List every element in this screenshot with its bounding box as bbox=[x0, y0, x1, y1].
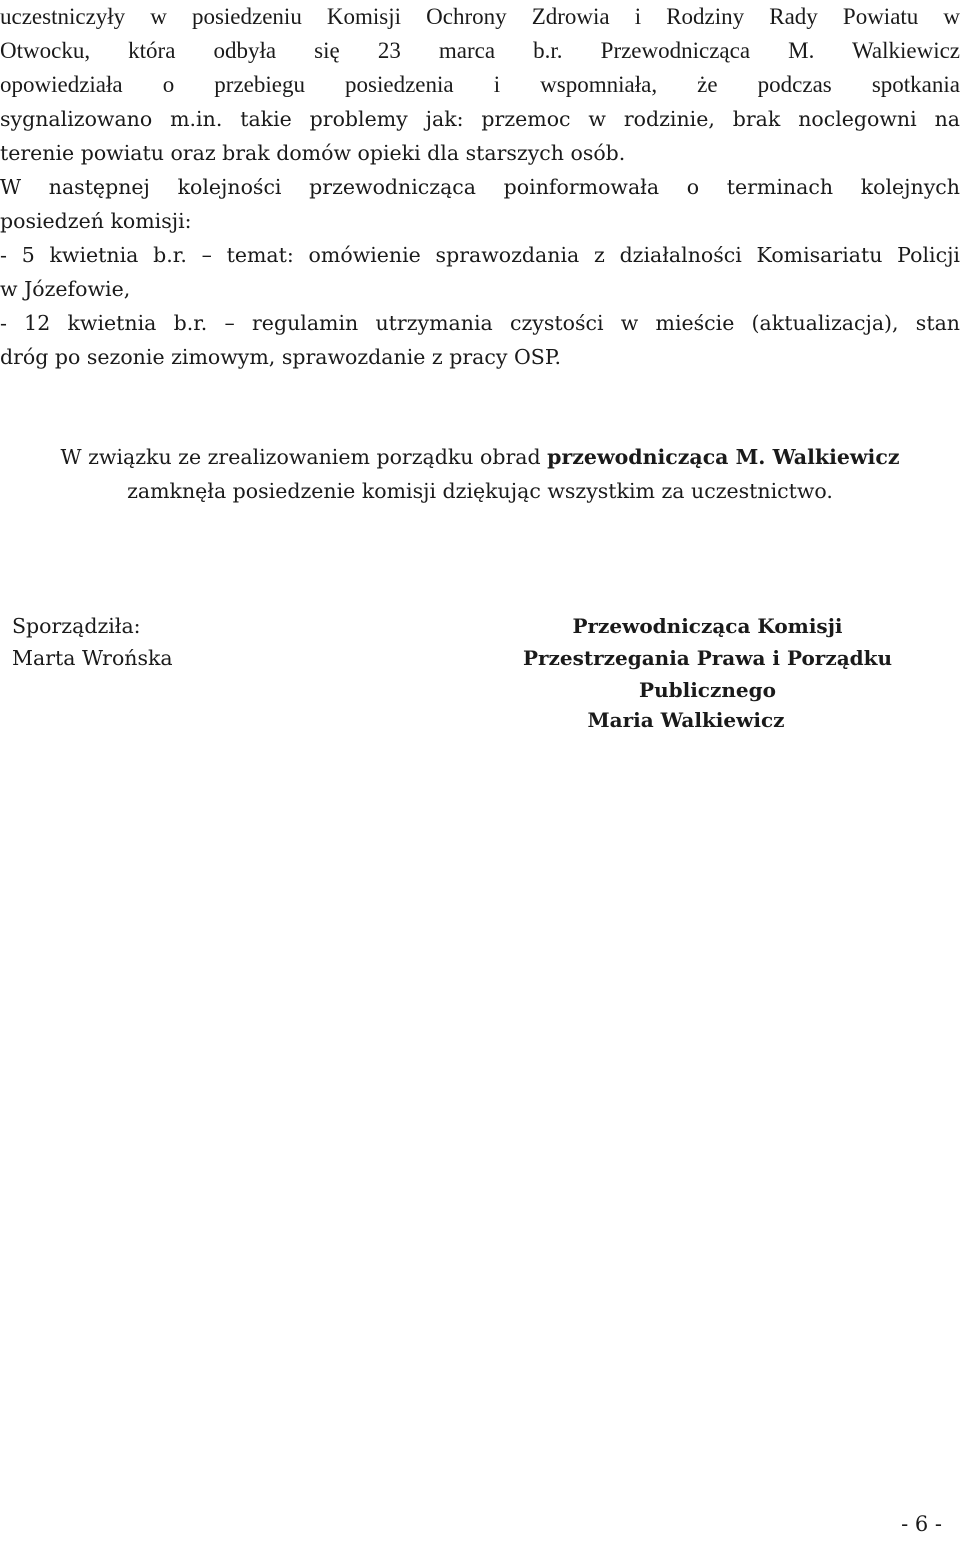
text-line: W następnej kolejności przewodnicząca poinformowała o terminach kolejnych bbox=[0, 175, 960, 199]
text-line: uczestniczyły w posiedzeniu Komisji Ochrony Zdrowia i Rodziny Rady Powiatu w bbox=[0, 4, 960, 29]
prepared-by-name: Marta Wrońska bbox=[12, 646, 173, 670]
text-line: Otwocku, która odbyła się 23 marca b.r. Przewodnicząca M. Walkiewicz bbox=[0, 38, 960, 63]
page-number: - 6 - bbox=[901, 1512, 942, 1536]
text-line: opowiedziała o przebiegu posiedzenia i wspomniała, że podczas spotkania bbox=[0, 72, 960, 97]
closing-line-2: zamknęła posiedzenie komisji dziękując wszystkim za uczestnictwo. bbox=[127, 479, 833, 503]
text-line: - 5 kwietnia b.r. – temat: omówienie sprawozdania z działalności Komisariatu Policji bbox=[0, 243, 960, 267]
closing-text: W związku ze zrealizowaniem porządku obrad bbox=[60, 445, 548, 469]
chair-title-line-2: Przestrzegania Prawa i Porządku Publicznego bbox=[522, 646, 893, 702]
text-line: - 12 kwietnia b.r. – regulamin utrzymania czystości w mieście (aktualizacja), stan bbox=[0, 311, 960, 335]
chair-title-line-1: Przewodnicząca Komisji bbox=[572, 614, 843, 638]
prepared-by-label: Sporządziła: bbox=[12, 614, 141, 638]
closing-line-1 bbox=[0, 440, 960, 474]
chair-name: Maria Walkiewicz bbox=[587, 708, 785, 732]
text-line: w Józefowie, bbox=[0, 277, 131, 301]
text-line: sygnalizowano m.in. takie problemy jak: przemoc w rodzinie, brak noclegowni na bbox=[0, 107, 960, 131]
closing-paragraph bbox=[0, 440, 960, 508]
text-line: terenie powiatu oraz brak domów opieki dla starszych osób. bbox=[0, 141, 626, 165]
chair-title-block bbox=[460, 610, 955, 706]
text-line: dróg po sezonie zimowym, sprawozdanie z pracy OSP. bbox=[0, 345, 561, 369]
paragraph-intro bbox=[0, 0, 960, 374]
text-line: posiedzeń komisji: bbox=[0, 209, 192, 233]
chair-reference: przewodnicząca M. Walkiewicz bbox=[547, 445, 900, 469]
prepared-by-block bbox=[12, 610, 173, 674]
